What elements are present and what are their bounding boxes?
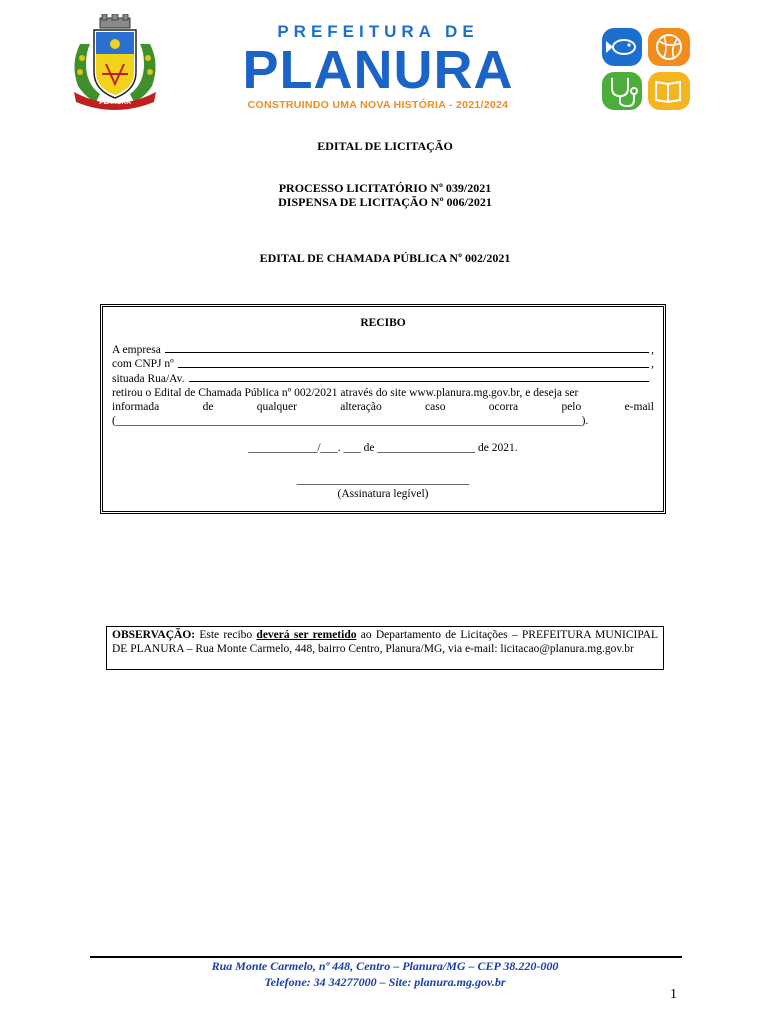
observation-label: OBSERVAÇÃO: xyxy=(112,629,196,641)
date-line: ____________/___. ___ de _________________ de 2021. xyxy=(248,442,518,455)
volleyball-icon xyxy=(648,28,690,66)
empresa-line: A empresa , xyxy=(112,344,654,357)
retirou-line: retirou o Edital de Chamada Pública nº 002/2021 através do site www.planura.mg.gov.br, e deseja ser xyxy=(112,386,579,399)
footer-address: Rua Monte Carmelo, nº 448, Centro – Planura/MG – CEP 38.220-000 xyxy=(211,959,559,973)
observation-emphasis: deverá ser remetido xyxy=(256,629,357,641)
informada-word: pelo xyxy=(561,401,582,414)
receipt-title: RECIBO xyxy=(360,317,406,329)
chamada-publica-title: EDITAL DE CHAMADA PÚBLICA Nº 002/2021 xyxy=(259,251,511,265)
empresa-blank xyxy=(165,343,649,353)
informada-line xyxy=(112,400,654,414)
fish-icon xyxy=(602,28,642,66)
informada-word: de xyxy=(202,401,214,414)
informada-word: caso xyxy=(425,401,446,414)
edital-title: EDITAL DE LICITAÇÃO xyxy=(317,139,453,153)
informada-word: qualquer xyxy=(256,401,297,414)
brand-slogan: CONSTRUINDO UMA NOVA HISTÓRIA - 2021/2024 xyxy=(247,99,509,111)
service-icons-logo xyxy=(602,28,690,110)
situada-line xyxy=(112,372,654,386)
receipt-box xyxy=(100,304,666,514)
situada-blank xyxy=(189,372,650,382)
cnpj-line: com CNPJ nº , xyxy=(112,358,654,371)
footer-contact: Telefone: 34 34277000 – Site: planura.mg.gov.br xyxy=(264,975,506,989)
informada-word: informada xyxy=(112,401,160,414)
observation-text-1: Este recibo xyxy=(195,629,257,641)
processo-title: PROCESSO LICITATÓRIO Nº 039/2021 xyxy=(278,181,492,195)
brand-prefix: PREFEITURA DE xyxy=(277,22,479,41)
informada-word: alteração xyxy=(340,401,382,414)
informada-word: e-mail xyxy=(624,401,654,414)
crest-ribbon-text: PLANURA xyxy=(99,99,131,106)
situada-label: situada Rua/Av. xyxy=(112,372,185,385)
empresa-label: A empresa xyxy=(112,344,161,357)
dispensa-title: DISPENSA DE LICITAÇÃO Nº 006/2021 xyxy=(278,195,492,209)
signature-label: (Assinatura legível) xyxy=(337,487,429,500)
informada-word: ocorra xyxy=(488,401,519,414)
cnpj-label: com CNPJ nº xyxy=(112,358,174,371)
brand-name: PLANURA xyxy=(242,40,514,100)
book-icon xyxy=(648,72,690,110)
brand-logo xyxy=(228,22,528,112)
observation-box xyxy=(106,626,664,670)
signature-line: ______________________________ xyxy=(296,473,470,486)
observation-text-2: ao Departamento de Licitações – PREFEITURA MUNICIPAL DE PLANURA – Rua Monte Carmelo, 448, bairro Centro, Planura/MG, via e-mail: licitacao@planura.mg.gov.br xyxy=(112,629,658,655)
cnpj-blank xyxy=(178,357,649,367)
email-blank-line: (_________________________________________________________________________________). xyxy=(112,415,589,428)
page-number: 1 xyxy=(670,987,677,1002)
municipal-crest-logo xyxy=(66,14,164,112)
stethoscope-icon xyxy=(602,72,642,110)
